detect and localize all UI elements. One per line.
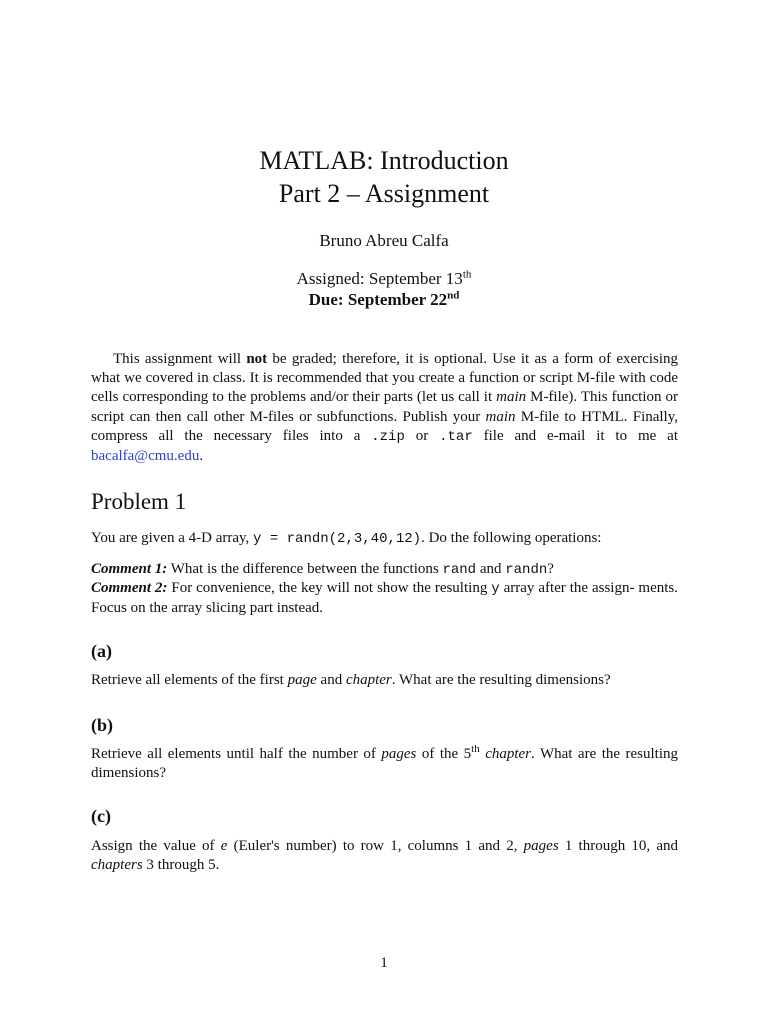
part-b-span: of the 5 <box>416 746 472 762</box>
author-name: Bruno Abreu Calfa <box>319 231 449 250</box>
statement-code: y = randn(2,3,40,12) <box>253 531 422 547</box>
intro-text: This assignment will <box>113 351 247 367</box>
due-date <box>0 290 768 310</box>
intro-text: file and e-mail it to me at <box>472 427 678 444</box>
part-b-span: . What are the resulting dimensions? <box>91 746 679 782</box>
part-a-span: . What are the resulting dimensions? <box>391 672 611 688</box>
part-b-em: pages <box>381 746 417 762</box>
part-b-heading: (b) <box>91 715 113 735</box>
intro-code-tar: .tar <box>439 428 473 445</box>
comment-code-y: y <box>491 581 500 597</box>
part-a-span: Retrieve all elements of the first <box>91 672 288 688</box>
intro-text: . <box>199 448 204 465</box>
document-title <box>0 144 768 210</box>
part-c-em: e <box>220 838 228 854</box>
part-c-span: 1 through 10, and <box>558 838 678 854</box>
part-c-text <box>91 837 678 875</box>
comment-2-label: Comment 2: <box>91 580 168 596</box>
comment-code-rand: rand <box>442 562 477 578</box>
part-c-span: (Euler's number) to row 1, columns 1 and 2, <box>227 838 524 854</box>
part-c-em: pages <box>523 838 559 854</box>
intro-bold-not: not <box>246 351 268 367</box>
comment-code-randn: randn <box>505 562 548 578</box>
assigned-label: Assigned: September 13 <box>296 269 463 288</box>
assigned-sup: th <box>462 268 472 281</box>
part-a-em: page <box>287 672 317 688</box>
intro-text: M-file to HTML. Finally, compress all the necessary files into a <box>91 408 679 444</box>
intro-em-main: main <box>485 408 516 425</box>
title-line-2: Part 2 – Assignment <box>278 179 490 208</box>
part-a-text <box>91 671 678 690</box>
comment-2 <box>91 579 678 618</box>
intro-text: M-file). This function or script can then call other M-files or subfunctions. Publish your <box>91 389 678 425</box>
comment-text: What is the difference between the functions <box>167 561 443 577</box>
due-sup: nd <box>447 289 460 302</box>
part-a-heading: (a) <box>91 641 112 661</box>
intro-text: or <box>404 427 440 444</box>
due-label: Due: September 22 <box>308 290 448 309</box>
comment-1 <box>91 560 678 580</box>
part-b-span: Retrieve all elements until half the number of <box>91 746 382 762</box>
part-c-heading: (c) <box>91 806 111 826</box>
intro-em-main: main <box>496 389 527 406</box>
intro-text: be graded; therefore, it is optional. Use it as a form of exercising what we covered in class. It is recommended that you create a function or script M-file with code cells corresponding to the problems and/or their parts (let us call it <box>91 351 679 406</box>
problem-1-statement <box>91 529 678 549</box>
comment-text: ? <box>547 561 554 577</box>
title-line-1: MATLAB: Introduction <box>259 146 509 175</box>
part-b-em: chapter <box>485 746 532 762</box>
part-c-span: 3 through 5. <box>142 857 220 874</box>
statement-text: . Do the following operations: <box>421 530 602 546</box>
intro-code-zip: .zip <box>371 428 405 445</box>
problem-1-heading: Problem 1 <box>91 489 187 514</box>
intro-paragraph <box>91 350 678 466</box>
part-a-span: and <box>316 672 346 688</box>
part-a-em: chapter <box>345 672 392 688</box>
email-link[interactable]: bacalfa@cmu.edu <box>91 448 200 465</box>
comment-text: array after the assign- ments. Focus on the array slicing part instead. <box>91 580 678 617</box>
page-number: 1 <box>380 955 388 971</box>
comment-text: For convenience, the key will not show the resulting <box>167 580 492 596</box>
assigned-date <box>0 269 768 289</box>
part-c-em: chapters <box>91 857 143 874</box>
comment-text: and <box>476 561 506 577</box>
comment-1-label: Comment 1: <box>91 561 168 577</box>
part-b-text <box>91 745 678 783</box>
statement-text: You are given a 4-D array, <box>91 530 254 546</box>
part-c-span: Assign the value of <box>91 838 221 854</box>
part-b-sup: th <box>471 743 480 755</box>
